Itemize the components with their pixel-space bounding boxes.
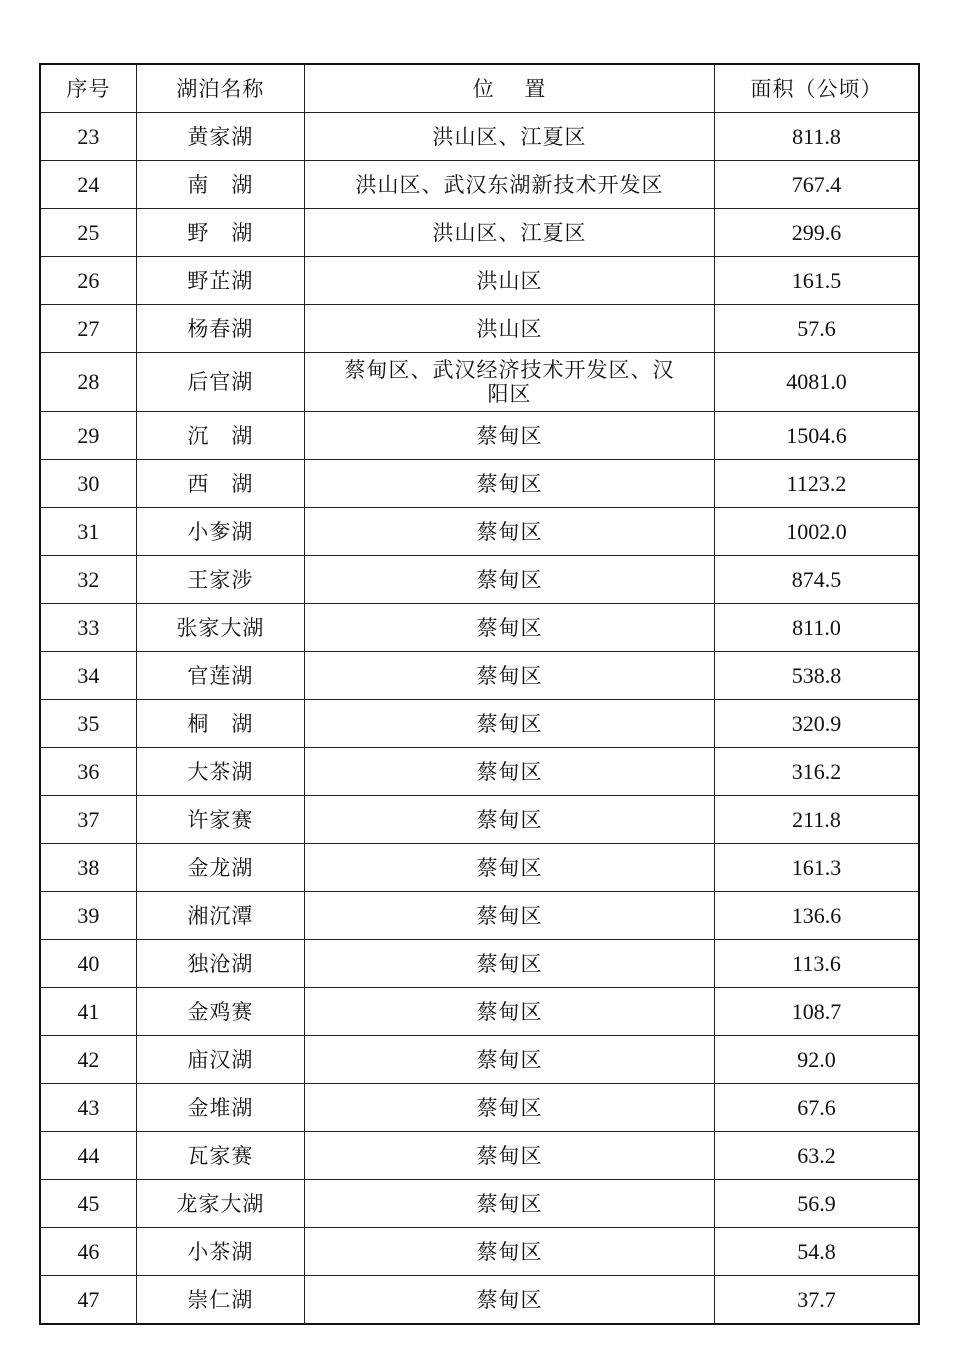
cell-lake-name: 野 湖 [136,209,304,257]
table-row [40,796,919,844]
cell-location: 洪山区 [305,257,715,305]
cell-area: 37.7 [715,1276,919,1325]
table-row [40,844,919,892]
cell-no: 46 [40,1228,136,1276]
table-row [40,1180,919,1228]
cell-area: 136.6 [715,892,919,940]
cell-area: 767.4 [715,161,919,209]
cell-no: 45 [40,1180,136,1228]
header-name: 湖泊名称 [136,64,304,113]
cell-location: 蔡甸区 [305,700,715,748]
cell-lake-name: 许家赛 [136,796,304,844]
cell-location: 蔡甸区、武汉经济技术开发区、汉阳区 [305,353,715,412]
cell-lake-name: 庙汉湖 [136,1036,304,1084]
cell-no: 26 [40,257,136,305]
cell-area: 4081.0 [715,353,919,412]
cell-no: 27 [40,305,136,353]
cell-lake-name: 龙家大湖 [136,1180,304,1228]
cell-location: 蔡甸区 [305,1132,715,1180]
cell-lake-name: 崇仁湖 [136,1276,304,1325]
cell-area: 67.6 [715,1084,919,1132]
cell-lake-name: 南 湖 [136,161,304,209]
cell-location: 蔡甸区 [305,652,715,700]
cell-location: 蔡甸区 [305,1276,715,1325]
cell-lake-name: 野芷湖 [136,257,304,305]
cell-area: 57.6 [715,305,919,353]
cell-location: 洪山区、江夏区 [305,113,715,161]
cell-location: 蔡甸区 [305,1180,715,1228]
cell-location: 蔡甸区 [305,604,715,652]
cell-location: 蔡甸区 [305,1084,715,1132]
cell-no: 31 [40,508,136,556]
cell-location: 蔡甸区 [305,892,715,940]
cell-location: 洪山区、武汉东湖新技术开发区 [305,161,715,209]
cell-no: 40 [40,940,136,988]
cell-area: 316.2 [715,748,919,796]
cell-lake-name: 湘沉潭 [136,892,304,940]
table-row [40,1228,919,1276]
table-row [40,748,919,796]
cell-area: 811.0 [715,604,919,652]
cell-area: 92.0 [715,1036,919,1084]
cell-lake-name: 金龙湖 [136,844,304,892]
cell-lake-name: 张家大湖 [136,604,304,652]
cell-no: 23 [40,113,136,161]
cell-no: 37 [40,796,136,844]
cell-no: 24 [40,161,136,209]
cell-area: 211.8 [715,796,919,844]
cell-lake-name: 西 湖 [136,460,304,508]
table-header [40,64,919,113]
cell-no: 25 [40,209,136,257]
table-row [40,209,919,257]
table-row [40,988,919,1036]
cell-lake-name: 黄家湖 [136,113,304,161]
cell-no: 36 [40,748,136,796]
table-row [40,412,919,460]
cell-lake-name: 小奓湖 [136,508,304,556]
table-row [40,556,919,604]
cell-area: 161.3 [715,844,919,892]
header-area: 面积（公顷） [715,64,919,113]
cell-location: 蔡甸区 [305,1036,715,1084]
table-row [40,113,919,161]
cell-no: 29 [40,412,136,460]
cell-location: 蔡甸区 [305,748,715,796]
cell-area: 299.6 [715,209,919,257]
cell-lake-name: 沉 湖 [136,412,304,460]
cell-no: 43 [40,1084,136,1132]
cell-area: 56.9 [715,1180,919,1228]
cell-location: 蔡甸区 [305,460,715,508]
cell-location: 洪山区 [305,305,715,353]
header-no: 序号 [40,64,136,113]
cell-no: 38 [40,844,136,892]
cell-lake-name: 瓦家赛 [136,1132,304,1180]
table-row [40,1132,919,1180]
cell-area: 874.5 [715,556,919,604]
header-row [40,64,919,113]
cell-no: 33 [40,604,136,652]
cell-location: 蔡甸区 [305,1228,715,1276]
table-row [40,161,919,209]
cell-lake-name: 官莲湖 [136,652,304,700]
cell-area: 1002.0 [715,508,919,556]
cell-no: 28 [40,353,136,412]
cell-location: 蔡甸区 [305,556,715,604]
cell-area: 113.6 [715,940,919,988]
header-location: 位 置 [305,64,715,113]
cell-area: 1123.2 [715,460,919,508]
cell-area: 320.9 [715,700,919,748]
table-row [40,1036,919,1084]
table-row [40,652,919,700]
cell-lake-name: 杨春湖 [136,305,304,353]
cell-location: 蔡甸区 [305,988,715,1036]
table-row [40,700,919,748]
table-row [40,1084,919,1132]
cell-lake-name: 大茶湖 [136,748,304,796]
table-row [40,460,919,508]
cell-no: 44 [40,1132,136,1180]
cell-no: 39 [40,892,136,940]
table-row [40,940,919,988]
cell-location: 洪山区、江夏区 [305,209,715,257]
table-row [40,892,919,940]
cell-area: 811.8 [715,113,919,161]
table-body [40,113,919,1325]
cell-lake-name: 小茶湖 [136,1228,304,1276]
cell-lake-name: 独沧湖 [136,940,304,988]
cell-area: 108.7 [715,988,919,1036]
table-row [40,508,919,556]
table-row [40,305,919,353]
cell-no: 32 [40,556,136,604]
cell-lake-name: 金堆湖 [136,1084,304,1132]
cell-location: 蔡甸区 [305,796,715,844]
lake-table [39,63,920,1325]
cell-no: 34 [40,652,136,700]
cell-area: 63.2 [715,1132,919,1180]
cell-lake-name: 金鸡赛 [136,988,304,1036]
cell-lake-name: 后官湖 [136,353,304,412]
cell-location: 蔡甸区 [305,844,715,892]
cell-lake-name: 王家涉 [136,556,304,604]
cell-area: 161.5 [715,257,919,305]
cell-no: 35 [40,700,136,748]
cell-area: 54.8 [715,1228,919,1276]
cell-location: 蔡甸区 [305,508,715,556]
cell-location: 蔡甸区 [305,940,715,988]
cell-no: 30 [40,460,136,508]
cell-area: 538.8 [715,652,919,700]
cell-no: 42 [40,1036,136,1084]
cell-lake-name: 桐 湖 [136,700,304,748]
table-row [40,257,919,305]
cell-location: 蔡甸区 [305,412,715,460]
cell-area: 1504.6 [715,412,919,460]
cell-no: 41 [40,988,136,1036]
cell-no: 47 [40,1276,136,1325]
table-row [40,353,919,412]
table-row [40,1276,919,1325]
table-row [40,604,919,652]
